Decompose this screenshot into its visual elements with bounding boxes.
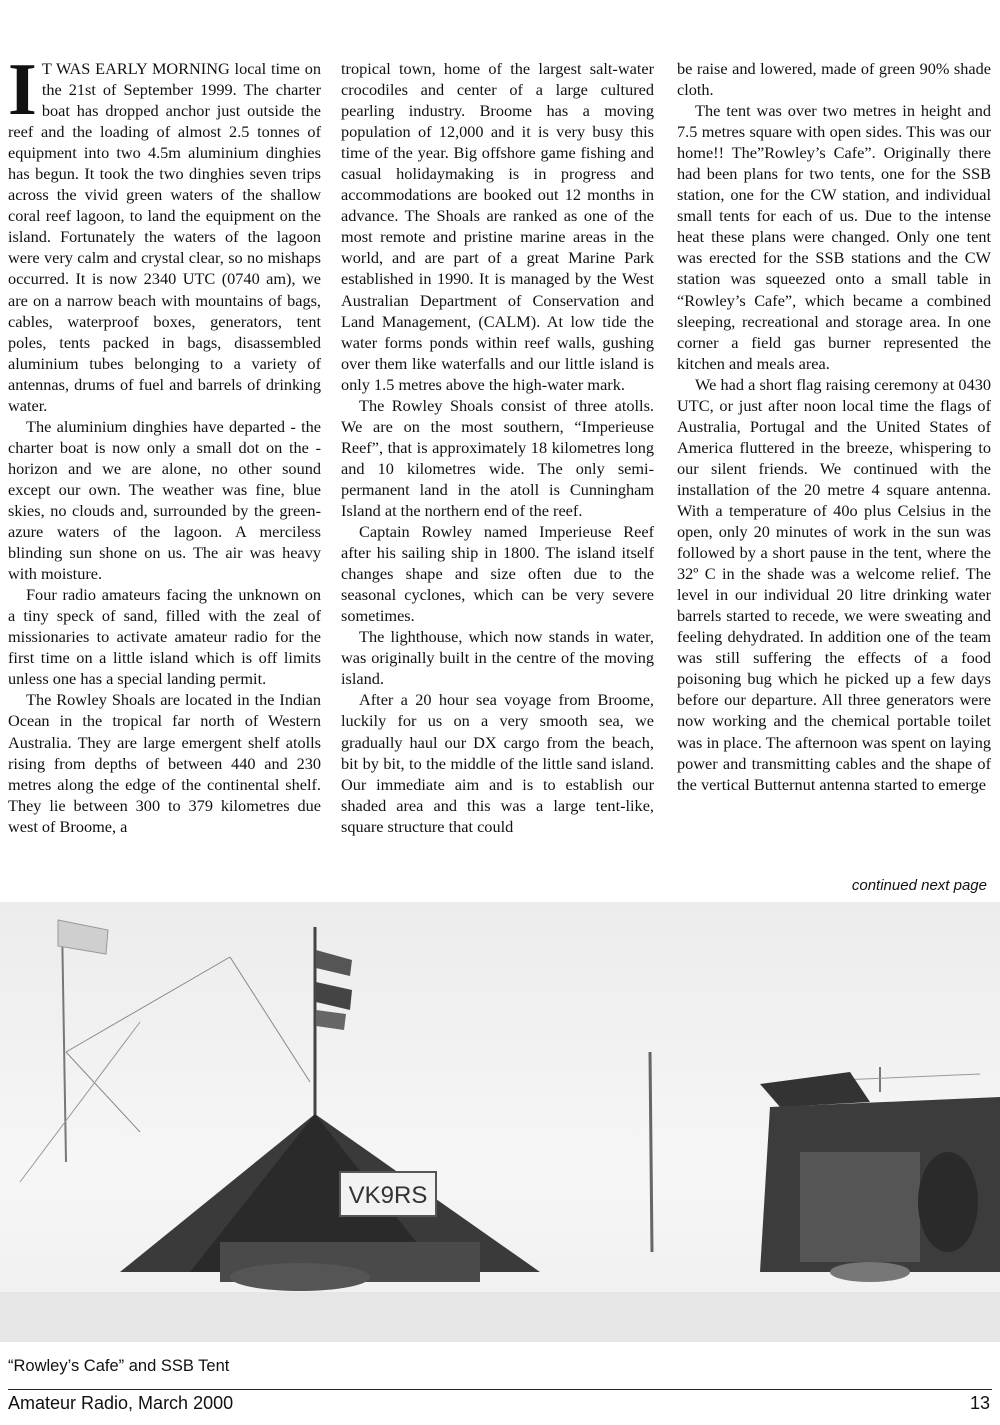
paragraph: We had a short flag raising ceremony at 0430 UTC, or just after noon local time the flags of Australia, Portugal and the United States of America fluttered in the breeze, whispering to our silent friends. We continued with the installation of the 20 metre 4 square antenna. With a temperature of 40o plus Celsius in the open, only 20 minutes of work in the sun was followed by a short pause in the tent, where the 32º C in the shade was a welcome relief. The level in our individual 20 litre drinking water barrels started to recede, we were sweating and feeling dehydrated. In addition one of the team was still suffering the effects of a food poisoning bug which he picked up a few days before our departure. All three generators were now working and the chemical portable toilet was in place. The afternoon was spent on laying power and transmitting cables and the shape of the vertical Butternut antenna started to emerge (677, 374, 991, 794)
footer-publication: Amateur Radio, March 2000 (8, 1393, 234, 1413)
drop-cap: I (8, 49, 37, 131)
footer-rule (8, 1389, 992, 1390)
paragraph: The lighthouse, which now stands in water, was originally built in the centre of the moving island. (341, 627, 654, 689)
photo-caption: “Rowley’s Cafe” and SSB Tent (8, 1357, 230, 1375)
column-1 (8, 49, 321, 837)
paragraph: The tent was over two metres in height and 7.5 metres square with open sides. This was our home!! The”Rowley’s Cafe”. Originally there had been plans for two tents, one for the SSB station, one for the CW station, and individual small tents for each of us. Due to the intense heat these plans were changed. Only one tent was erected for the SSB stations and the CW station was squeezed onto a small table in “Rowley’s Cafe”, which became a combined sleeping, recreational and storage area. In one corner a field gas burner represented the kitchen and meals area. (677, 101, 991, 373)
page-number: 13 (969, 1393, 990, 1413)
paragraph: The Rowley Shoals consist of three atolls. We are on the most southern, “Imperieuse Reef”, that is approximately 18 kilometres long and 10 kilometres wide. The only semi-permanent land in the atoll is Cunningham Island at the northern end of the reef. (341, 395, 654, 520)
paragraph: The aluminium dinghies have departed - the charter boat is now only a small dot on the -horizon and we are alone, no other sound except our own. The weather was fine, blue skies, no clouds and, surrounded by the green-azure waters of the lagoon. A merciless blinding sun shone on us. The air was heavy with moisture. (8, 416, 321, 584)
photo-rowleys-cafe (0, 902, 1000, 1342)
column-2 (341, 58, 654, 837)
paragraph: be raise and lowered, made of green 90% shade cloth. (677, 59, 991, 100)
article-body (8, 49, 991, 878)
column-3 (677, 58, 991, 795)
continued-next-page: continued next page (851, 877, 987, 894)
paragraph: The Rowley Shoals are located in the Indian Ocean in the tropical far north of Western Australia. They are large emergent shelf atolls rising from depths of between 440 and 230 metres along the edge of the continental shelf. They lie between 300 to 379 kilometres due west of Broome, a (8, 690, 321, 836)
paragraph: I T WAS EARLY MORNING local time on the 21st of September 1999. The charter boat has dropped anchor just outside the reef and the loading of almost 2.5 tonnes of equipment into two 4.5m aluminium dinghies has begun. It took the two dinghies seven trips across the vivid green waters of the shallow coral reef lagoon, to land the equipment on the island. Fortunately the waters of the lagoon were very calm and crystal clear, so no mishaps occurred. It is now 2340 UTC (0740 am), we are on a narrow beach with mountains of bags, cables, waterproof boxes, generators, tent poles, tents packed in bags, disassembled aluminium tubes belonging to a variety of antennas, drums of fuel and barrels of drinking water. (8, 49, 321, 415)
vk9rs-sign-text: VK9RS (348, 1182, 428, 1209)
paragraph: Four radio amateurs facing the unknown on a tiny speck of sand, filled with the zeal of missionaries to activate amateur radio for the first time on a little island which is off limits unless one has a special landing permit. (8, 585, 321, 689)
paragraph: tropical town, home of the largest salt-water crocodiles and center of a large cultured pearling industry. Broome has a moving population of 12,000 and it is very busy this time of the year. Big offshore game fishing and casual holidaymaking is in progress and accommodations are booked out 12 months in advance. The Shoals are ranked as one of the most remote and pristine marine areas in the world, and are part of a great Marine Park established in 1990. It is managed by the West Australian Department of Conservation and Land Management, (CALM). At low tide the water forms ponds within reef walls, gushing over them like waterfalls and our little island is only 1.5 metres above the high-water mark. (341, 59, 654, 394)
paragraph: Captain Rowley named Imperieuse Reef after his sailing ship in 1800. The island itself changes shape and size often due to the seasonal cyclones, which can be very severe sometimes. (341, 522, 654, 626)
paragraph: After a 20 hour sea voyage from Broome, luckily for us on a very smooth sea, we gradually haul our DX cargo from the beach, bit by bit, to the middle of the little sand island. Our immediate aim and is to establish our shaded area and this was a large tent-like, square structure that could (341, 690, 654, 836)
